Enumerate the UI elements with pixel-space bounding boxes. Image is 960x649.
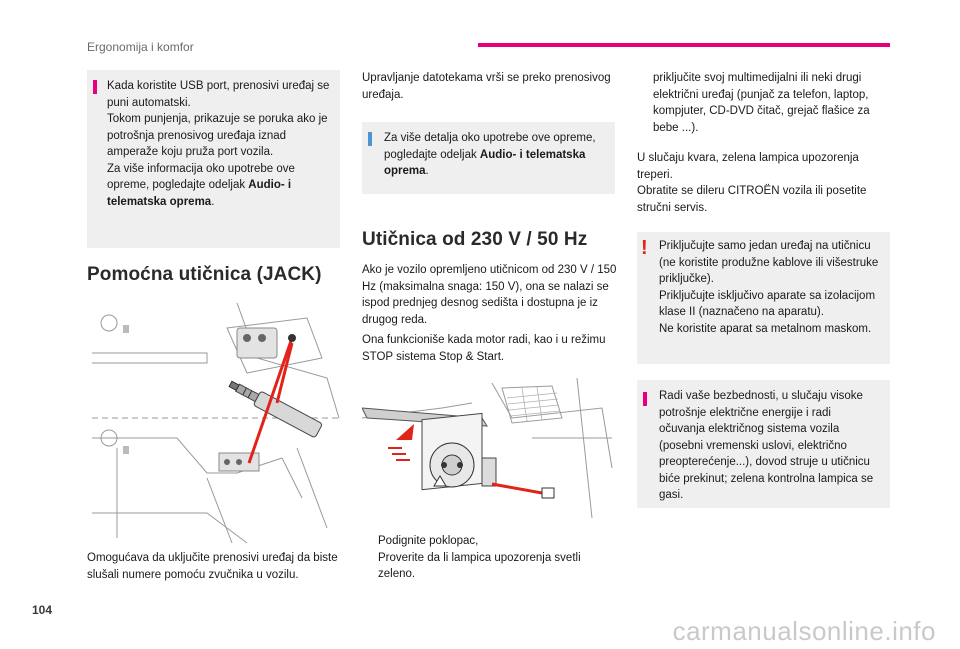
fault-line-2: Obratite se dileru CITROËN vozila ili posetite stručni servis.: [637, 185, 867, 214]
jack-caption: Omogućava da uključite prenosivi uređaj da biste slušali numere pomoću zvučnika u vozilu.: [87, 552, 338, 581]
section-accent-bar: [478, 43, 890, 47]
step-connect-device: priključite svoj multimedijalni ili neki drugi električni uređaj (punjač za telefon, laptop, kompjuter, CD-DVD čitač, grejač flašice za bebe ...).: [653, 72, 870, 134]
socket-steps: [362, 533, 617, 583]
safety-note: [637, 380, 890, 508]
step-check-lamp: Proverite da li lampica upozorenja svetli zeleno.: [378, 551, 581, 580]
usb-note-line-2: Tokom punjenja, prikazuje se poruka ako je potrošnja prenosivog uređaja iznad amperaže koju pruža port vozila.: [107, 113, 328, 158]
warning-note: [637, 232, 890, 364]
section-title: Ergonomija i komfor: [87, 40, 194, 54]
fault-text: [637, 150, 890, 216]
usb-note: [87, 70, 340, 248]
file-management-text: Upravljanje datotekama vrši se preko prenosivog uređaja.: [362, 72, 611, 101]
step-lift-cover: Podignite poklopac,: [378, 535, 479, 547]
page-number: 104: [32, 603, 53, 617]
usb-note-line-3: Za više informacija oko upotrebe ove opreme, pogledajte odeljak Audio- i telematska oprema.: [107, 162, 295, 208]
audio-note-text: Za više detalja oko upotrebe ove opreme, pogledajte odeljak Audio- i telematska oprema.: [384, 132, 596, 177]
info-marker-icon: [643, 392, 647, 406]
warning-line-1: Priključujte samo jedan uređaj na utičnicu (ne koristite produžne kablove ili višestruke priključke).: [659, 240, 879, 285]
info-marker-icon: [93, 80, 97, 94]
warning-exclamation-icon: !: [641, 237, 648, 259]
watermark: carmanualsonline.info: [672, 616, 936, 646]
jack-socket-illustration: [87, 298, 341, 544]
warning-line-3: Ne koristite aparat sa metalnom maskom.: [659, 322, 872, 335]
socket-230v-heading: Utičnica od 230 V / 50 Hz: [362, 229, 588, 250]
usb-note-line-1: Kada koristite USB port, prenosivi uređaj se puni automatski.: [107, 80, 330, 109]
socket-230v-illustration: [362, 378, 616, 520]
usb-note-reference: Audio- i telematska oprema: [107, 179, 292, 208]
audio-note: [362, 122, 615, 194]
jack-heading: Pomoćna utičnica (JACK): [87, 264, 322, 285]
fault-line-1: U slučaju kvara, zelena lampica upozorenja treperi.: [637, 152, 859, 181]
socket-location-text: Ako je vozilo opremljeno utičnicom od 230 V / 150 Hz (maksimalna snaga: 150 V), ona se nalazi se ispod prednjeg desnog sedišta i dostupna je iz drugog reda.: [362, 264, 617, 326]
socket-operation-text: Ona funkcioniše kada motor radi, kao i u režimu STOP sistema Stop & Start.: [362, 334, 606, 363]
audio-note-reference: Audio- i telematska oprema: [384, 148, 586, 177]
warning-line-2: Priključujte isključivo aparate sa izolacijom klase II (naznačeno na aparatu).: [659, 289, 876, 318]
safety-text: Radi vaše bezbednosti, u slučaju visoke potrošnje električne energije i radi očuvanja električnog sistema vozila (posebni vremenski uslovi, električno preopterećenje...), dovod struje u utičnicu biće prekinut; zelena kontrolna lampica se gasi.: [659, 390, 874, 501]
info-marker-icon: [368, 132, 372, 146]
